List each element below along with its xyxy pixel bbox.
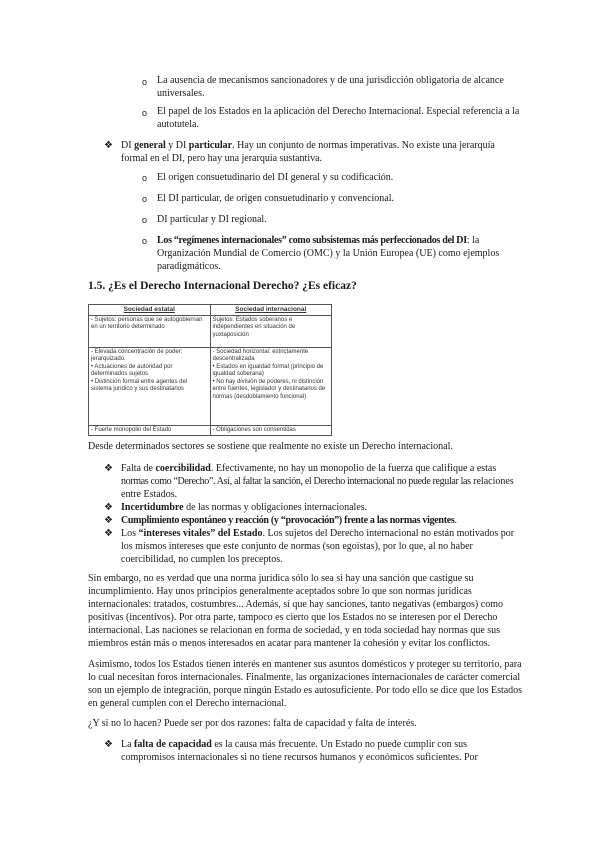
list-item: El origen consuetudinario del DI general y su codificación.: [157, 172, 394, 183]
list-item: El papel de los Estados en la aplicación del Derecho Internacional. Especial referencia a la autotutela.: [157, 106, 520, 130]
diamond-bullet-icon: ❖: [104, 528, 113, 539]
table-row: [89, 315, 332, 347]
diamond-bullet-icon: ❖: [104, 739, 113, 750]
list-item: Cumplimiento espontáneo y reacción (y “provocación”) frente a las normas vigentes.: [121, 515, 457, 526]
paragraph: ¿Y si no lo hacen? Puede ser por dos razones: falta de capacidad y falta de interés.: [88, 718, 417, 729]
list-item: DI particular y DI regional.: [157, 214, 267, 225]
circle-bullet-icon: o: [142, 236, 148, 246]
table-cell: - Fuerte monopolio del Estado: [89, 425, 211, 436]
circle-bullet-icon: o: [142, 194, 148, 204]
list-item: Los “regímenes internacionales” como subsistemas más perfeccionados del DI: la Organización Mundial de Comercio (OMC) y la Unión Europea (UE) como ejemplos paradigmáticos.: [157, 235, 500, 272]
table-cell: Sujetos: Estados soberanos e independientes en situación de yuxtaposición: [210, 315, 332, 347]
circle-bullet-icon: o: [142, 173, 148, 183]
list-item: Falta de coercibilidad. Efectivamente, no hay un monopolio de la fuerza que califique a estas normas como “Derecho”. Así, al faltar la sanción, el Derecho internacional no puede regular las relaciones entre Estados.: [121, 463, 514, 500]
table-cell: - Sociedad horizontal: estrictamente descentralizada • Estados en igualdad formal (principio de igualdad soberana) • No hay división de poderes, ni distinción entre fuentes, legislador y destinatarios de normas (desdoblamiento funcional): [210, 347, 332, 425]
table-header: Sociedad internacional: [210, 305, 332, 316]
paragraph: Desde determinados sectores se sostiene que realmente no existe un Derecho internacional.: [88, 441, 453, 452]
list-item: DI general y DI particular. Hay un conjunto de normas imperativas. No existe una jerarquía formal en el DI, pero hay una jerarquía sustantiva.: [121, 140, 495, 164]
circle-bullet-icon: o: [142, 215, 148, 225]
table-header-row: [89, 305, 332, 316]
circle-bullet-icon: o: [142, 77, 148, 87]
table-cell: - Sujetos: personas que se autogobiernan en un territorio determinado: [89, 315, 211, 347]
diamond-bullet-icon: ❖: [104, 463, 113, 474]
paragraph: Asimismo, todos los Estados tienen interés en mantener sus asuntos domésticos y proteger su territorio, para lo cual necesitan foros internacionales. Finalmente, las organizaciones internacionales de carácter comercial son un ejemplo de integración, porque ningún Estado es autosuficiente. Por todo ello se dice que los Estados en general cumplen con el Derecho internacional.: [88, 659, 523, 709]
table-cell: - Obligaciones son consentidas: [210, 425, 332, 436]
diamond-bullet-icon: ❖: [104, 140, 113, 151]
list-item: El DI particular, de origen consuetudinario y convencional.: [157, 193, 395, 204]
list-item: La ausencia de mecanismos sancionadores y de una jurisdicción obligatoria de alcance universales.: [157, 75, 504, 99]
section-heading: 1.5. ¿Es el Derecho Internacional Derecho? ¿Es eficaz?: [88, 280, 357, 292]
list-item: La falta de capacidad es la causa más frecuente. Un Estado no puede cumplir con sus compromisos internacionales si no tiene recursos humanos y económicos suficientes. Por: [121, 739, 478, 763]
table-header: Sociedad estatal: [89, 305, 211, 316]
diamond-bullet-icon: ❖: [104, 515, 113, 526]
paragraph: Sin embargo, no es verdad que una norma jurídica sólo lo sea si hay una sanción que castigue su incumplimiento. Hay unos principios generalmente aceptados sobre lo que son normas jurídicas internacionales: tratados, costumbres... Además, sí que hay sanciones, tanto negativas (embargos) como positivas (incentivos). Por otra parte, tampoco es cierto que los Estados no se interesen por el Derecho internacional. Las naciones se relacionan en forma de sociedad, y en toda sociedad hay normas que sus miembros están más o menos interesados en acatar para mantener la cohesión y evitar los conflictos.: [88, 573, 503, 649]
circle-bullet-icon: o: [142, 108, 148, 118]
list-item: Los “intereses vitales” del Estado. Los sujetos del Derecho internacional no están motivados por los mismos intereses que este conjunto de normas (son egoístas), por lo que, al no haber coercibilidad, no cumplen los preceptos.: [121, 528, 515, 565]
table-cell: - Elevada concentración de poder: jerarquizado. • Actuaciones de autoridad por determinados sujetos • Distinción formal entre agentes del sistema jurídico y sus destinatarios: [89, 347, 211, 425]
table-row: [89, 425, 332, 436]
diamond-bullet-icon: ❖: [104, 502, 113, 513]
comparison-table: [88, 304, 332, 436]
list-item: Incertidumbre de las normas y obligaciones internacionales.: [121, 502, 368, 513]
table-row: [89, 347, 332, 425]
